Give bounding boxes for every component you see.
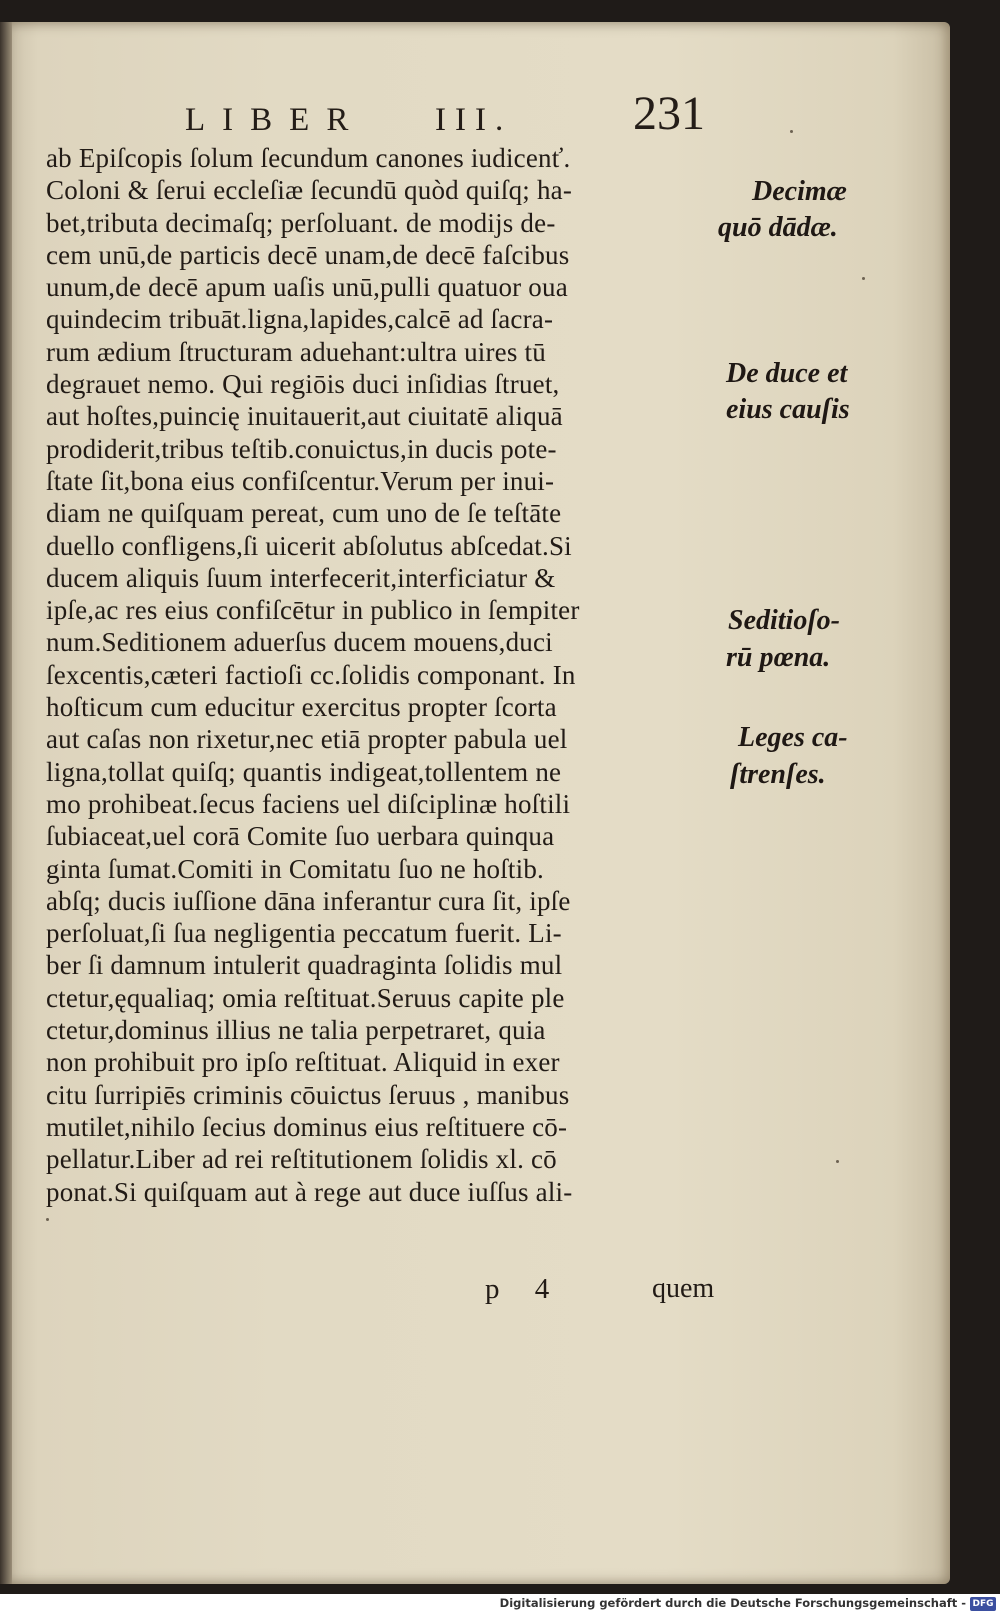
main-text-block — [46, 142, 736, 1208]
footer-credit: Digitalisierung gefördert durch die Deutsche Forschungsgemeinschaft - — [499, 1596, 966, 1610]
text-line: citu ſurripiēs criminis cōuictus ſeruus , manibus — [46, 1079, 570, 1110]
text-line: ligna,tollat quiſq; quantis indigeat,tollentem ne — [46, 756, 562, 787]
folio-number: 231 — [633, 87, 705, 140]
text-line: pellatur.Liber ad rei reſtitutionem ſolidis xl. cō — [46, 1144, 557, 1175]
text-line: hoſticum cum educitur exercitus propter ſcorta — [46, 692, 557, 723]
text-line: ginta ſumat.Comiti in Comitatu ſuo ne hoſtib. — [46, 853, 544, 884]
text-line: abſq; ducis iuſſione dāna inferantur cura ſit, ipſe — [46, 885, 571, 916]
digitization-footer — [0, 1594, 1000, 1614]
running-head — [185, 80, 725, 150]
text-line: rum ædium ſtructuram aduehant:ultra uires tū — [46, 336, 546, 367]
text-line: mo prohibeat.ſecus faciens uel diſciplinæ hoſtili — [46, 788, 571, 819]
paper-speck — [836, 1160, 839, 1163]
margin-note-de-duce-cont: eius cauſis — [726, 394, 850, 425]
text-line: ducem aliquis ſuum interfecerit,interficiatur & — [46, 562, 556, 593]
text-line: bet,tributa decimaſq; perſoluant. de modijs de- — [46, 207, 556, 238]
text-line: ab Epiſcopis ſolum ſecundum canones iudicenť. — [46, 143, 571, 173]
text-line: ber ſi damnum intulerit quadraginta ſolidis mul — [46, 950, 563, 981]
margin-note-de-duce: De duce et — [726, 358, 848, 389]
text-line: aut caſas non rixetur,nec etiā propter pabula uel — [46, 724, 568, 755]
text-line: aut hoſtes,puincię inuitauerit,aut ciuitatē aliquā — [46, 401, 563, 432]
text-line: mutilet,nihilo ſecius dominus eius reſtituere cō- — [46, 1111, 568, 1142]
page-gutter — [0, 22, 12, 1584]
running-head-book-number: III. — [435, 102, 513, 138]
text-line: perſoluat,ſi ſua negligentia peccatum fuerit. Li- — [46, 918, 562, 949]
margin-note-seditiosorum: Seditioſo- — [728, 605, 840, 636]
margin-note-decimae: Decimæ — [752, 176, 847, 207]
dfg-logo-icon: DFG — [970, 1597, 996, 1611]
catchword: quem — [652, 1273, 715, 1304]
text-line: prodiderit,tribus teſtib.conuictus,in ducis pote- — [46, 433, 557, 464]
signature-mark: p 4 — [485, 1273, 564, 1305]
text-line: degrauet nemo. Qui regiōis duci inſidias ſtruet, — [46, 369, 560, 400]
text-line: cem unū,de particis decē unam,de decē faſcibus — [46, 239, 570, 270]
text-line: ſubiaceat,uel corā Comite ſuo uerbara quinqua — [46, 821, 555, 852]
text-line: ſexcentis,cæteri factioſi cc.ſolidis componant. In — [46, 659, 576, 690]
text-line: ctetur,dominus illius ne talia perpetraret, quia — [46, 1015, 546, 1046]
margin-note-decimae-cont: quō dādæ. — [718, 212, 838, 243]
text-line: quindecim tribuāt.ligna,lapides,calcē ad ſacra- — [46, 304, 554, 335]
text-line: duello confligens,ſi uicerit abſolutus abſcedat.Si — [46, 530, 572, 561]
margin-note-leges: Leges ca- — [738, 722, 848, 753]
text-line: ponat.Si quiſquam aut à rege aut duce iuſſus ali- — [46, 1176, 573, 1207]
text-line: ipſe,ac res eius confiſcētur in publico in ſempiter — [46, 595, 580, 626]
text-line: non prohibuit pro ipſo reſtituat. Aliquid in exer — [46, 1047, 560, 1078]
text-line: ctetur,ęqualiaq; omia reſtituat.Seruus capite ple — [46, 982, 565, 1013]
book-page — [0, 22, 950, 1584]
margin-note-leges-cont: ſtrenſes. — [730, 759, 826, 790]
text-line: unum,de decē apum uaſis unū,pulli quatuor oua — [46, 272, 568, 303]
running-head-liber: LIBER — [185, 102, 366, 138]
text-line: Coloni & ſerui eccleſiæ ſecundū quòd quiſq; ha- — [46, 175, 573, 206]
text-line: diam ne quiſquam pereat, cum uno de ſe teſtāte — [46, 498, 562, 529]
margin-note-seditiosorum-cont: rū pœna. — [726, 642, 831, 673]
paper-speck — [862, 277, 865, 280]
text-line: num.Seditionem aduerſus ducem mouens,duci — [46, 627, 553, 658]
paper-speck — [790, 130, 793, 133]
text-line: ſtate ſit,bona eius confiſcentur.Verum per inui- — [46, 465, 555, 496]
paper-speck — [46, 1218, 49, 1221]
